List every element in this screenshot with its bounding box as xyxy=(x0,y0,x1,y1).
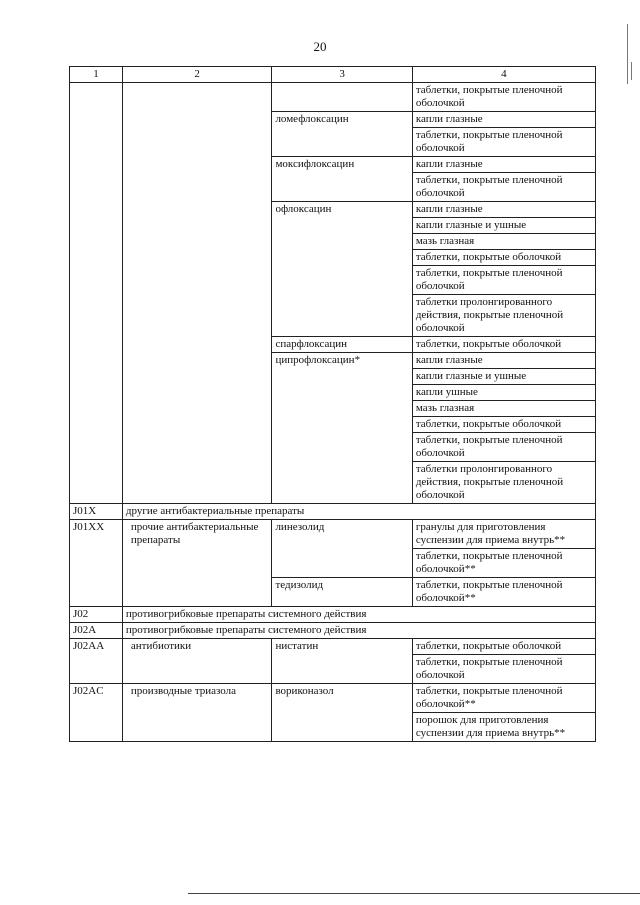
group-name: другие антибактериальные препараты xyxy=(122,504,595,520)
atc-code: J02A xyxy=(70,623,123,639)
table-row xyxy=(70,639,596,655)
page-number: 20 xyxy=(313,39,327,54)
dosage-form: таблетки, покрытые пленочной оболочкой xyxy=(412,128,595,157)
scan-edge-mark xyxy=(631,62,632,80)
dosage-form: таблетки, покрытые оболочкой xyxy=(412,639,595,655)
group-name: антибиотики xyxy=(122,639,272,684)
group-name: противогрибковые препараты системного действия xyxy=(122,607,595,623)
column-header: 3 xyxy=(272,67,412,83)
table-row xyxy=(70,520,596,549)
group-name: прочие антибактериальные препараты xyxy=(122,520,272,607)
drug-name: офлоксацин xyxy=(272,202,412,337)
bottom-rule xyxy=(188,893,640,894)
dosage-form: мазь глазная xyxy=(412,401,595,417)
scan-edge-mark xyxy=(627,24,628,84)
column-header: 2 xyxy=(122,67,272,83)
dosage-form: капли глазные xyxy=(412,112,595,128)
drug-name: моксифлоксацин xyxy=(272,157,412,202)
table-row xyxy=(70,623,596,639)
drug-name-cell xyxy=(272,83,412,112)
column-header: 4 xyxy=(412,67,595,83)
dosage-form: таблетки, покрытые пленочной оболочкой xyxy=(412,83,595,112)
group-name: производные триазола xyxy=(122,684,272,742)
column-header: 1 xyxy=(70,67,123,83)
dosage-form: таблетки пролонгированного действия, покрытые пленочной оболочкой xyxy=(412,462,595,504)
atc-code: J01XX xyxy=(70,520,123,607)
atc-code-cell xyxy=(70,83,123,504)
dosage-form: таблетки, покрытые пленочной оболочкой xyxy=(412,433,595,462)
dosage-form: таблетки, покрытые пленочной оболочкой xyxy=(412,655,595,684)
drug-name: вориконазол xyxy=(272,684,412,742)
atc-code: J02AA xyxy=(70,639,123,684)
dosage-form: таблетки пролонгированного действия, покрытые пленочной оболочкой xyxy=(412,295,595,337)
dosage-form: таблетки, покрытые пленочной оболочкой** xyxy=(412,578,595,607)
drug-name: линезолид xyxy=(272,520,412,578)
table-row xyxy=(70,83,596,112)
drug-name: ломефлоксацин xyxy=(272,112,412,157)
dosage-form: порошок для приготовления суспензии для приема внутрь** xyxy=(412,713,595,742)
dosage-form: таблетки, покрытые пленочной оболочкой xyxy=(412,173,595,202)
atc-code: J01X xyxy=(70,504,123,520)
dosage-form: таблетки, покрытые пленочной оболочкой xyxy=(412,266,595,295)
dosage-form: таблетки, покрытые пленочной оболочкой** xyxy=(412,549,595,578)
dosage-form: таблетки, покрытые оболочкой xyxy=(412,337,595,353)
drug-name: спарфлоксацин xyxy=(272,337,412,353)
dosage-form: капли глазные xyxy=(412,202,595,218)
drug-name: нистатин xyxy=(272,639,412,684)
dosage-form: мазь глазная xyxy=(412,234,595,250)
dosage-form: капли глазные xyxy=(412,157,595,173)
drug-table xyxy=(69,66,596,742)
table-row xyxy=(70,684,596,713)
drug-name: тедизолид xyxy=(272,578,412,607)
dosage-form: таблетки, покрытые пленочной оболочкой** xyxy=(412,684,595,713)
dosage-form: капли глазные xyxy=(412,353,595,369)
atc-code: J02AC xyxy=(70,684,123,742)
table-row xyxy=(70,504,596,520)
dosage-form: капли ушные xyxy=(412,385,595,401)
group-name: противогрибковые препараты системного действия xyxy=(122,623,595,639)
group-name-cell xyxy=(122,83,272,504)
drug-name: ципрофлоксацин* xyxy=(272,353,412,504)
dosage-form: капли глазные и ушные xyxy=(412,369,595,385)
atc-code: J02 xyxy=(70,607,123,623)
dosage-form: капли глазные и ушные xyxy=(412,218,595,234)
dosage-form: таблетки, покрытые оболочкой xyxy=(412,250,595,266)
dosage-form: таблетки, покрытые оболочкой xyxy=(412,417,595,433)
dosage-form: гранулы для приготовления суспензии для приема внутрь** xyxy=(412,520,595,549)
table-row xyxy=(70,607,596,623)
header-row xyxy=(70,67,596,83)
